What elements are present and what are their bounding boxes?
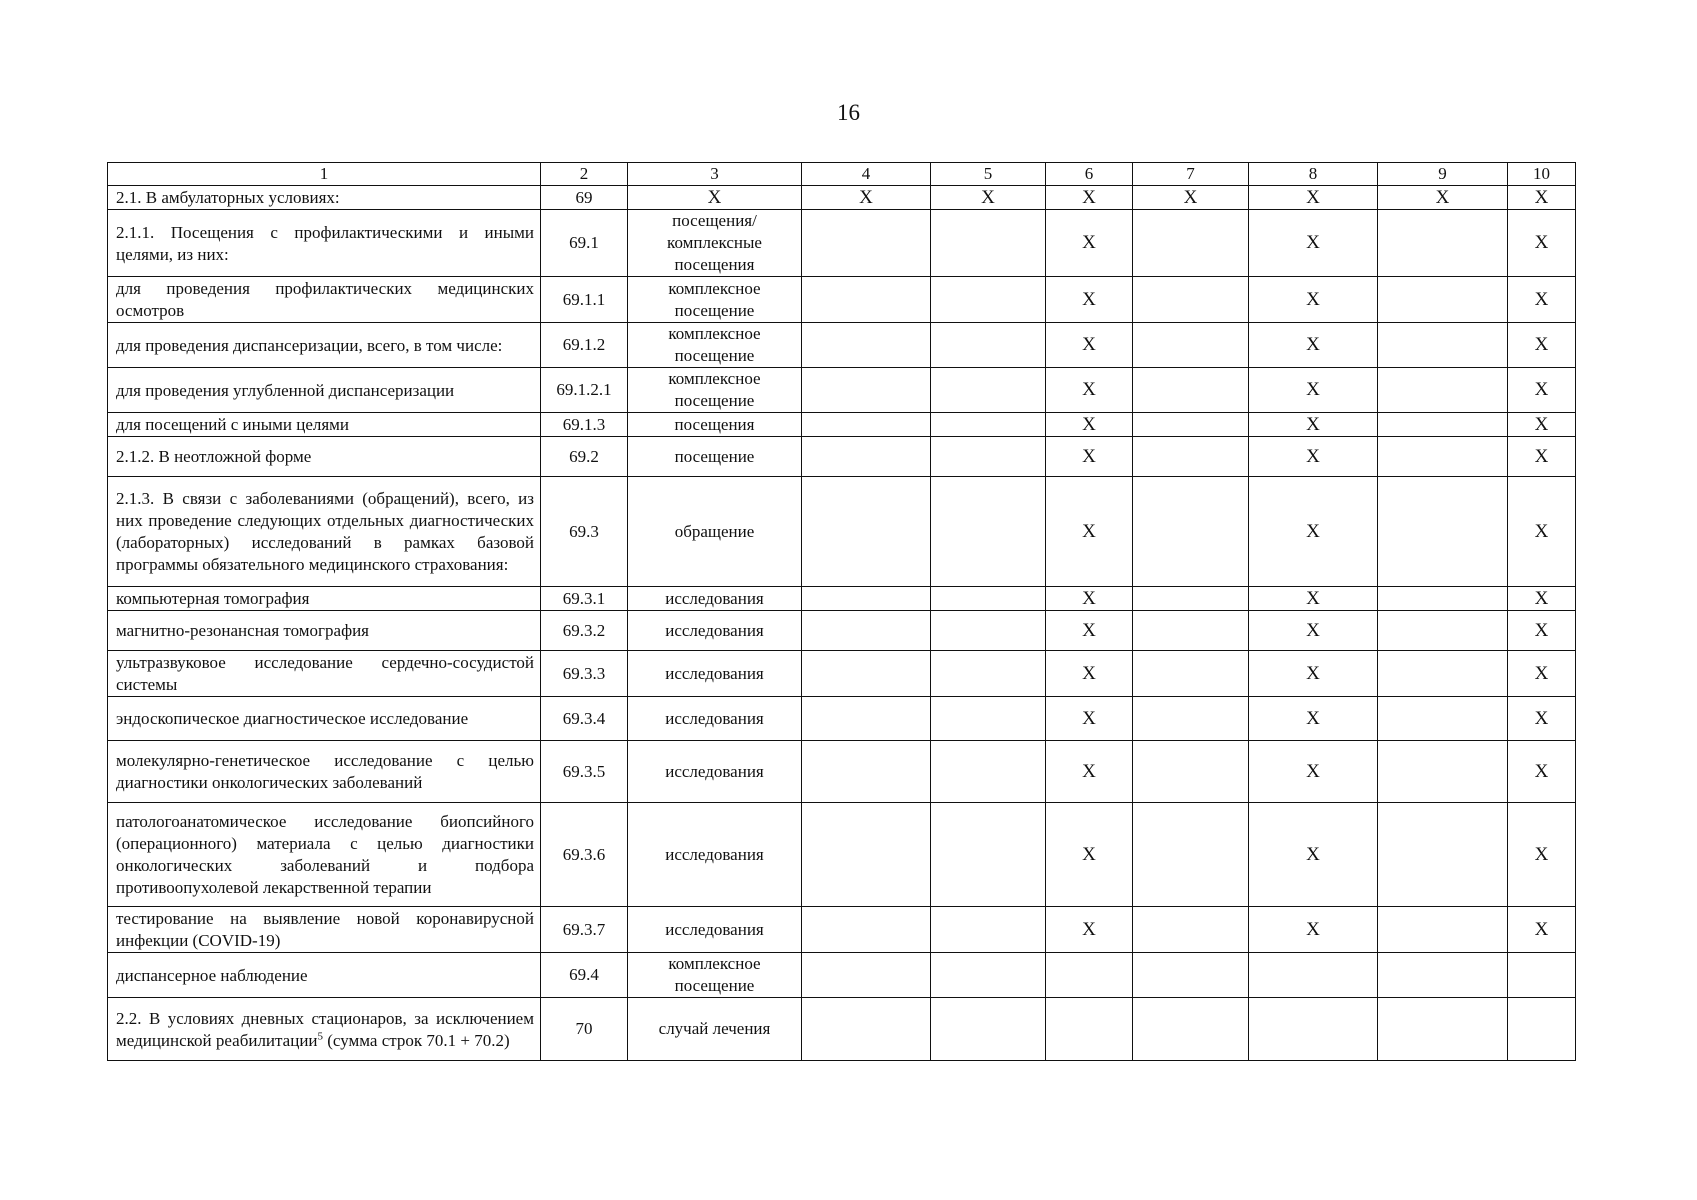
row-col-9 <box>1378 803 1508 907</box>
row-col-8: Х <box>1249 611 1378 651</box>
table-row <box>108 413 1576 437</box>
row-unit: посещение <box>628 437 802 477</box>
row-col-7 <box>1133 210 1249 277</box>
table-row <box>108 477 1576 587</box>
row-unit: исследования <box>628 587 802 611</box>
row-col-5 <box>931 697 1046 741</box>
row-col-7 <box>1133 741 1249 803</box>
row-code: 70 <box>541 998 628 1061</box>
row-code: 69.3.7 <box>541 907 628 953</box>
table-row <box>108 186 1576 210</box>
row-col-10: Х <box>1508 368 1576 413</box>
row-col-9 <box>1378 697 1508 741</box>
row-col-5 <box>931 368 1046 413</box>
row-col-7 <box>1133 651 1249 697</box>
row-col-4 <box>802 741 931 803</box>
row-col-4 <box>802 368 931 413</box>
row-col-6 <box>1046 953 1133 998</box>
row-unit: исследования <box>628 803 802 907</box>
row-col-5 <box>931 477 1046 587</box>
row-unit: исследования <box>628 697 802 741</box>
row-col-5 <box>931 437 1046 477</box>
row-col-6: Х <box>1046 186 1133 210</box>
row-col-4 <box>802 437 931 477</box>
row-col-9 <box>1378 277 1508 323</box>
row-col-8 <box>1249 998 1378 1061</box>
row-col-6 <box>1046 998 1133 1061</box>
table-row <box>108 697 1576 741</box>
row-name-text: 2.2. В условиях дневных стационаров, за исключением медицинской реабилитации <box>116 1008 534 1050</box>
header-cell: 2 <box>541 163 628 186</box>
table-row <box>108 953 1576 998</box>
row-col-6: Х <box>1046 437 1133 477</box>
row-col-7 <box>1133 323 1249 368</box>
row-col-7 <box>1133 587 1249 611</box>
row-col-9 <box>1378 651 1508 697</box>
row-unit: исследования <box>628 651 802 697</box>
row-col-4 <box>802 697 931 741</box>
row-col-4: Х <box>802 186 931 210</box>
row-col-6: Х <box>1046 210 1133 277</box>
row-col-5 <box>931 210 1046 277</box>
header-cell: 7 <box>1133 163 1249 186</box>
row-col-5 <box>931 611 1046 651</box>
row-col-8: Х <box>1249 907 1378 953</box>
table-row <box>108 587 1576 611</box>
row-col-4 <box>802 323 931 368</box>
row-col-5 <box>931 323 1046 368</box>
row-col-7 <box>1133 803 1249 907</box>
row-col-8: Х <box>1249 741 1378 803</box>
footnote-mark: 5 <box>317 1029 324 1042</box>
page-number: 16 <box>837 100 860 125</box>
row-col-10: Х <box>1508 611 1576 651</box>
row-col-7 <box>1133 907 1249 953</box>
row-code: 69.4 <box>541 953 628 998</box>
row-col-9 <box>1378 741 1508 803</box>
header-cell: 9 <box>1378 163 1508 186</box>
row-col-10: Х <box>1508 323 1576 368</box>
row-col-6: Х <box>1046 587 1133 611</box>
row-name: ультразвуковое исследование сердечно-сосудистой системы <box>108 651 541 697</box>
table-row <box>108 277 1576 323</box>
row-col-9 <box>1378 368 1508 413</box>
row-col-10: Х <box>1508 477 1576 587</box>
row-col-10: Х <box>1508 437 1576 477</box>
row-col-5 <box>931 803 1046 907</box>
header-cell: 4 <box>802 163 931 186</box>
row-col-10: Х <box>1508 413 1576 437</box>
row-col-5 <box>931 953 1046 998</box>
table-row <box>108 907 1576 953</box>
table-row <box>108 651 1576 697</box>
row-col-5 <box>931 998 1046 1061</box>
row-col-9 <box>1378 323 1508 368</box>
row-unit: исследования <box>628 741 802 803</box>
row-code: 69.1.2.1 <box>541 368 628 413</box>
row-col-8: Х <box>1249 210 1378 277</box>
row-col-9 <box>1378 611 1508 651</box>
row-col-5 <box>931 587 1046 611</box>
table-row <box>108 741 1576 803</box>
row-name: для посещений с иными целями <box>108 413 541 437</box>
row-col-7 <box>1133 611 1249 651</box>
row-col-4 <box>802 953 931 998</box>
row-col-9 <box>1378 998 1508 1061</box>
row-col-8: Х <box>1249 186 1378 210</box>
row-col-10: Х <box>1508 210 1576 277</box>
row-col-8: Х <box>1249 587 1378 611</box>
row-col-9 <box>1378 210 1508 277</box>
row-col-8: Х <box>1249 277 1378 323</box>
row-name: молекулярно-генетическое исследование с целью диагностики онкологических заболеваний <box>108 741 541 803</box>
row-col-10: Х <box>1508 803 1576 907</box>
row-col-8 <box>1249 953 1378 998</box>
data-table <box>107 162 1576 1061</box>
row-col-10: Х <box>1508 907 1576 953</box>
row-code: 69.1.3 <box>541 413 628 437</box>
row-col-6: Х <box>1046 277 1133 323</box>
row-col-6: Х <box>1046 907 1133 953</box>
row-col-7 <box>1133 998 1249 1061</box>
row-unit: случай лечения <box>628 998 802 1061</box>
row-col-4 <box>802 413 931 437</box>
row-col-5 <box>931 277 1046 323</box>
row-col-8: Х <box>1249 651 1378 697</box>
table-row <box>108 368 1576 413</box>
row-col-4 <box>802 651 931 697</box>
row-unit: комплексное посещение <box>628 323 802 368</box>
row-col-6: Х <box>1046 697 1133 741</box>
header-cell: 6 <box>1046 163 1133 186</box>
row-col-8: Х <box>1249 323 1378 368</box>
row-col-4 <box>802 611 931 651</box>
row-col-5 <box>931 741 1046 803</box>
row-col-9 <box>1378 587 1508 611</box>
row-col-10: Х <box>1508 741 1576 803</box>
row-col-4 <box>802 477 931 587</box>
row-col-5 <box>931 651 1046 697</box>
row-col-4 <box>802 803 931 907</box>
row-name: 2.1. В амбулаторных условиях: <box>108 186 541 210</box>
row-col-4 <box>802 998 931 1061</box>
row-unit: комплексное посещение <box>628 953 802 998</box>
row-col-8: Х <box>1249 437 1378 477</box>
row-name: для проведения диспансеризации, всего, в том числе: <box>108 323 541 368</box>
row-col-10: Х <box>1508 697 1576 741</box>
table-row <box>108 611 1576 651</box>
row-col-7 <box>1133 477 1249 587</box>
header-cell: 3 <box>628 163 802 186</box>
row-col-8: Х <box>1249 803 1378 907</box>
row-col-4 <box>802 277 931 323</box>
row-col-9 <box>1378 413 1508 437</box>
row-col-9 <box>1378 477 1508 587</box>
row-code: 69.1 <box>541 210 628 277</box>
row-unit: исследования <box>628 907 802 953</box>
row-col-9 <box>1378 437 1508 477</box>
table-row <box>108 803 1576 907</box>
row-name <box>108 998 541 1061</box>
row-name: для проведения профилактических медицинских осмотров <box>108 277 541 323</box>
row-col-6: Х <box>1046 323 1133 368</box>
row-col-5: Х <box>931 186 1046 210</box>
header-cell: 8 <box>1249 163 1378 186</box>
row-code: 69.3.6 <box>541 803 628 907</box>
row-col-4 <box>802 587 931 611</box>
row-col-6: Х <box>1046 477 1133 587</box>
row-name: эндоскопическое диагностическое исследование <box>108 697 541 741</box>
header-cell: 1 <box>108 163 541 186</box>
row-col-7 <box>1133 368 1249 413</box>
row-col-6: Х <box>1046 413 1133 437</box>
row-col-6: Х <box>1046 803 1133 907</box>
row-col-8: Х <box>1249 413 1378 437</box>
table-body <box>108 163 1576 1061</box>
row-code: 69.3.5 <box>541 741 628 803</box>
row-unit: комплексное посещение <box>628 368 802 413</box>
row-col-5 <box>931 907 1046 953</box>
row-col-6: Х <box>1046 611 1133 651</box>
row-col-10: Х <box>1508 651 1576 697</box>
row-name: 2.1.2. В неотложной форме <box>108 437 541 477</box>
row-col-4 <box>802 210 931 277</box>
row-col-8: Х <box>1249 697 1378 741</box>
row-col-7 <box>1133 953 1249 998</box>
table-row <box>108 437 1576 477</box>
row-code: 69.1.2 <box>541 323 628 368</box>
row-name: патологоанатомическое исследование биопсийного (операционного) материала с целью диагностики онкологических заболеваний и подбора противоопухолевой лекарственной терапии <box>108 803 541 907</box>
header-cell: 5 <box>931 163 1046 186</box>
row-col-7 <box>1133 277 1249 323</box>
row-col-6: Х <box>1046 651 1133 697</box>
row-name: для проведения углубленной диспансеризации <box>108 368 541 413</box>
row-unit: обращение <box>628 477 802 587</box>
header-row <box>108 163 1576 186</box>
row-name-tail: (сумма строк 70.1 + 70.2) <box>323 1030 510 1050</box>
row-name: 2.1.1. Посещения с профилактическими и иными целями, из них: <box>108 210 541 277</box>
row-code: 69.3.3 <box>541 651 628 697</box>
table-row <box>108 323 1576 368</box>
row-col-9 <box>1378 907 1508 953</box>
row-col-7 <box>1133 437 1249 477</box>
row-code: 69.3.2 <box>541 611 628 651</box>
row-name: диспансерное наблюдение <box>108 953 541 998</box>
row-col-9 <box>1378 953 1508 998</box>
row-unit: посещения/ комплексные посещения <box>628 210 802 277</box>
header-cell: 10 <box>1508 163 1576 186</box>
row-code: 69 <box>541 186 628 210</box>
row-unit: исследования <box>628 611 802 651</box>
row-col-10: Х <box>1508 186 1576 210</box>
row-name: магнитно-резонансная томография <box>108 611 541 651</box>
row-name: тестирование на выявление новой коронавирусной инфекции (COVID-19) <box>108 907 541 953</box>
row-col-8: Х <box>1249 477 1378 587</box>
row-col-7: Х <box>1133 186 1249 210</box>
row-unit: Х <box>628 186 802 210</box>
row-col-7 <box>1133 413 1249 437</box>
row-unit: посещения <box>628 413 802 437</box>
row-col-10 <box>1508 953 1576 998</box>
row-col-5 <box>931 413 1046 437</box>
row-col-6: Х <box>1046 368 1133 413</box>
row-code: 69.1.1 <box>541 277 628 323</box>
row-code: 69.3.1 <box>541 587 628 611</box>
row-col-10: Х <box>1508 587 1576 611</box>
row-unit: комплексное посещение <box>628 277 802 323</box>
table-row <box>108 210 1576 277</box>
table-row <box>108 998 1576 1061</box>
row-code: 69.3.4 <box>541 697 628 741</box>
row-code: 69.3 <box>541 477 628 587</box>
row-col-8: Х <box>1249 368 1378 413</box>
row-col-10: Х <box>1508 277 1576 323</box>
row-code: 69.2 <box>541 437 628 477</box>
row-col-9: Х <box>1378 186 1508 210</box>
row-col-7 <box>1133 697 1249 741</box>
row-name: 2.1.3. В связи с заболеваниями (обращений), всего, из них проведение следующих отдельных диагностических (лабораторных) исследований в рамках базовой программы обязательного медицинского страхования: <box>108 477 541 587</box>
row-col-10 <box>1508 998 1576 1061</box>
row-col-4 <box>802 907 931 953</box>
row-name: компьютерная томография <box>108 587 541 611</box>
row-col-6: Х <box>1046 741 1133 803</box>
